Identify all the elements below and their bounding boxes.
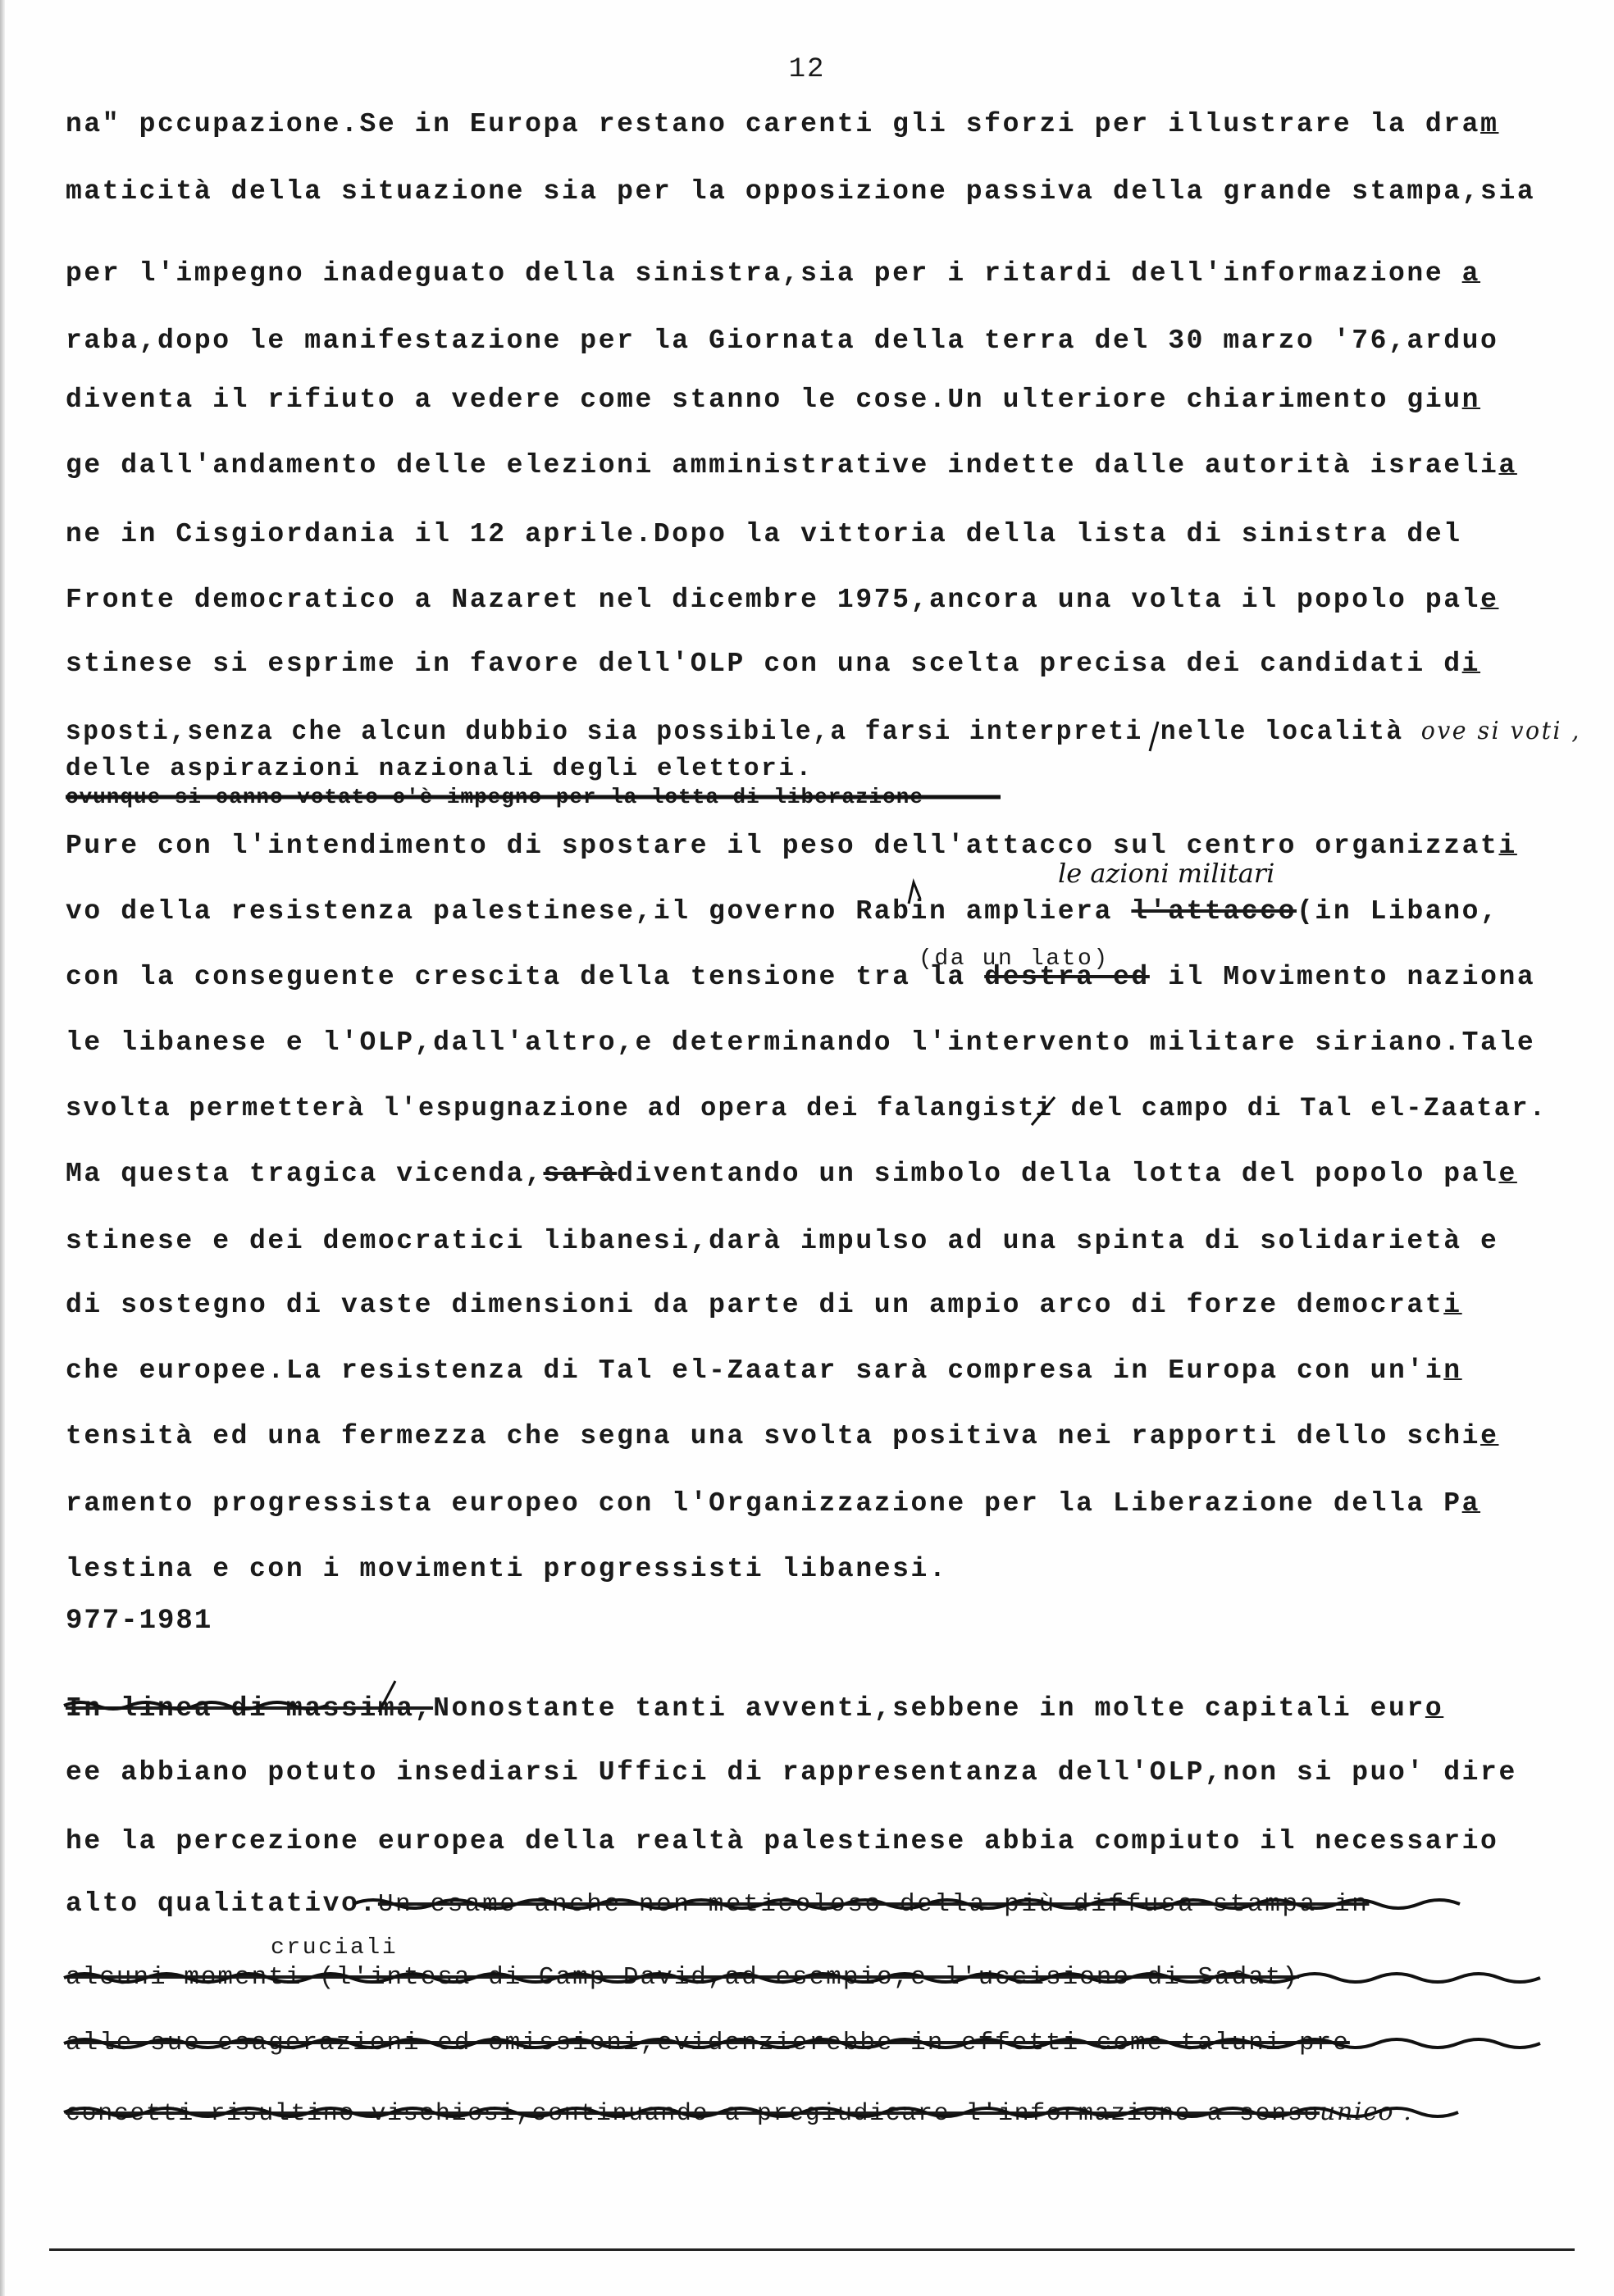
text-line: In linea di massima,Nonostante tanti avventi,sebbene in molte capitali euro bbox=[66, 1693, 1444, 1724]
text-line: ee abbiano potuto insediarsi Uffici di rappresentanza dell'OLP,non si puo' dire bbox=[66, 1757, 1517, 1788]
text-line: per l'impegno inadeguato della sinistra,sia per i ritardi dell'informazione a bbox=[66, 258, 1481, 289]
text-line: he la percezione europea della realtà palestinese abbia compiuto il necessario bbox=[66, 1826, 1499, 1856]
text-line: con la conseguente crescita della tensione tra la destra ed il Movimento naziona bbox=[66, 962, 1536, 992]
text-line: che europee.La resistenza di Tal el-Zaatar sarà compresa in Europa con un'in bbox=[66, 1355, 1462, 1386]
struck-line: ovunque si canno votato c'è impegno per la lotta di liberazione bbox=[66, 785, 923, 809]
text-line: di sostegno di vaste dimensioni da parte di un ampio arco di forze democrati bbox=[66, 1290, 1462, 1320]
text-line: raba,dopo le manifestazione per la Giornata della terra del 30 marzo '76,arduo bbox=[66, 326, 1499, 356]
text-line: tensità ed una fermezza che segna una svolta positiva nei rapporti dello schie bbox=[66, 1421, 1499, 1451]
text-line: alto qualitativo.Un esame anche non meticoloso della più diffusa stampa in bbox=[66, 1888, 1370, 1919]
struck-word: l'attacco bbox=[1131, 896, 1297, 927]
text-line: na" pccupazione.Se in Europa restano carenti gli sforzi per illustrare la dram bbox=[66, 109, 1499, 139]
text-line: svolta permetterà l'espugnazione ad opera dei falangisti del campo di Tal el-Zaatar. bbox=[66, 1093, 1548, 1123]
scan-edge bbox=[0, 0, 5, 2296]
bottom-rule bbox=[49, 2248, 1575, 2251]
struck-line: alcuni momenti (l'intesa di Camp David,ad esempio,e l'uccisione di Sadat) bbox=[66, 1963, 1300, 1992]
struck-word: In linea di massima, bbox=[66, 1693, 434, 1724]
struck-line: concetti risultino vischiosi,continuando a pregiudicare l'informazione a sensounico . bbox=[66, 2098, 1413, 2128]
page-number: 12 bbox=[788, 54, 826, 85]
section-heading: 977-1981 bbox=[66, 1606, 213, 1637]
text-line: Fronte democratico a Nazaret nel dicembre 1975,ancora una volta il popolo pale bbox=[66, 585, 1499, 615]
text-line: maticità della situazione sia per la opposizione passiva della grande stampa,sia bbox=[66, 176, 1536, 207]
handwritten-insert: le azioni militari bbox=[1058, 858, 1275, 889]
struck-line: alle sue esagerazioni ed omissioni,evidenzierebbe in effetti come taluni pre bbox=[66, 2029, 1350, 2057]
text-line: ne in Cisgiordania il 12 aprile.Dopo la vittoria della lista di sinistra del bbox=[66, 519, 1462, 549]
text-line: diventa il rifiuto a vedere come stanno le cose.Un ulteriore chiarimento giun bbox=[66, 385, 1481, 415]
handwritten-insert: unico . bbox=[1320, 2098, 1413, 2126]
text-line: sposti,senza che alcun dubbio sia possibile,a farsi interpreti nelle località ove si voti , bbox=[66, 717, 1581, 747]
text-line: stinese si esprime in favore dell'OLP con una scelta precisa dei candidati di bbox=[66, 649, 1481, 679]
handwritten-insert: cruciali bbox=[271, 1935, 399, 1961]
text-line: vo della resistenza palestinese,il governo Rabin ampliera l'attacco(in Libano, bbox=[66, 896, 1499, 927]
text-line: lestina e con i movimenti progressisti libanesi. bbox=[66, 1554, 948, 1584]
struck-word: destra ed bbox=[984, 962, 1150, 992]
handwritten-insert: (da un lato) bbox=[919, 946, 1110, 972]
struck-text: Un esame anche non meticoloso della più diffusa stampa in bbox=[377, 1890, 1370, 1919]
text-line: le libanese e l'OLP,dall'altro,e determinando l'intervento militare siriano.Tale bbox=[66, 1027, 1536, 1058]
text-line: Pure con l'intendimento di spostare il peso dell'attacco sul centro organizzati bbox=[66, 831, 1517, 861]
text-line-overwritten: delle aspirazioni nazionali degli elettori. bbox=[66, 754, 814, 783]
handwritten-insert: ove si voti , bbox=[1420, 717, 1581, 745]
text-line: Ma questa tragica vicenda,saràdiventando un simbolo della lotta del popolo pale bbox=[66, 1159, 1517, 1189]
text-line: ramento progressista europeo con l'Organizzazione per la Liberazione della Pa bbox=[66, 1488, 1481, 1519]
text-line: stinese e dei democratici libanesi,darà impulso ad una spinta di solidarietà e bbox=[66, 1226, 1499, 1256]
struck-word: sarà bbox=[543, 1159, 618, 1189]
text-line: ge dall'andamento delle elezioni amministrative indette dalle autorità israelia bbox=[66, 450, 1517, 481]
